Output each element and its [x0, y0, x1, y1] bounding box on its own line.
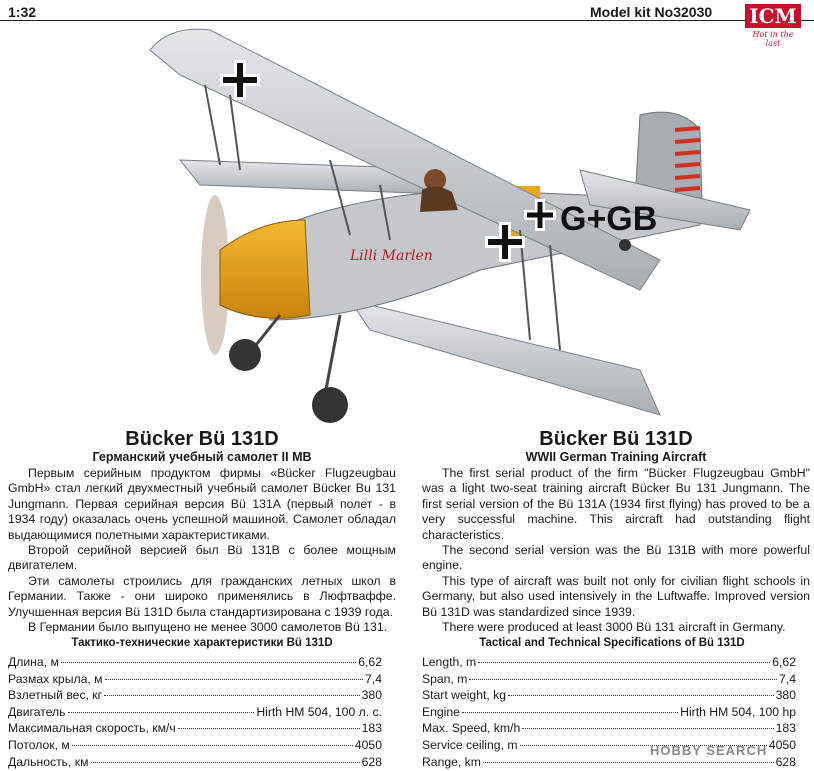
left-wheel [229, 339, 261, 371]
spec-value: 7,4 [365, 671, 382, 686]
tail-wheel [619, 239, 631, 251]
spec-key: Потолок, м [8, 737, 70, 752]
spec-key: Двигатель [8, 704, 66, 719]
spec-key: Размах крыла, м [8, 671, 103, 686]
spec-value: 4050 [354, 737, 382, 752]
spec-row [422, 654, 796, 671]
lower-wing-right [350, 300, 660, 415]
spec-row [8, 737, 382, 754]
spec-value: 380 [361, 688, 382, 703]
spec-value: 4050 [768, 737, 796, 752]
spec-value: 7,4 [779, 671, 796, 686]
spec-row [422, 687, 796, 704]
paragraph: There were produced at least 3000 Bü 131 aircraft in Germany. [442, 620, 786, 635]
spec-value: Hirth HM 504, 100 л. с. [256, 704, 382, 719]
landing-gear [248, 315, 340, 395]
spec-value: 380 [775, 688, 796, 703]
spec-value: 183 [775, 721, 796, 736]
spec-value: 6,62 [772, 655, 796, 669]
spec-key: Дальность, км [8, 754, 89, 769]
spec-value: 183 [361, 721, 382, 736]
spec-value: Hirth HM 504, 100 hp [680, 704, 796, 719]
spec-row [8, 754, 382, 771]
paragraph: The second serial version was the Bü 131B with more powerful engine. [422, 543, 810, 573]
title-ru: Bücker Bü 131D [125, 428, 279, 450]
spec-row [422, 720, 796, 737]
spec-key: Взлетный вес, кг [8, 688, 103, 703]
spec-key: Engine [422, 704, 460, 719]
spec-row [8, 704, 382, 721]
paragraph: This type of aircraft was built not only for civilian flight schools in Germany, but also used intensively in the Luftwaffe. Improved version Bü 131D was standardized since 1939. [422, 573, 810, 619]
nose-art-text: Lilli Marlen [350, 248, 433, 264]
spec-value: 628 [775, 754, 796, 769]
paragraph: Эти самолеты строились для гражданских летных школ в Германии. Также - они широко применялись в Люфтваффе. Улучшенная версия Bü 131D была стандартизирована с 1939 года. [8, 573, 396, 619]
fuselage-code: G+GB [560, 200, 658, 238]
logo-brand: ICM [745, 4, 801, 28]
spec-title-en: Tactical and Technical Specifications of Bü 131D [479, 637, 745, 649]
paragraph: В Германии было выпущено не менее 3000 самолетов Bü 131. [28, 620, 388, 635]
spec-row [8, 720, 382, 737]
spec-row [8, 671, 382, 688]
spec-row [8, 654, 382, 671]
scale-label: 1:32 [8, 4, 37, 20]
english-description [422, 428, 810, 635]
spec-title-ru: Тактико-технические характеристики Bü 131D [71, 637, 333, 649]
right-wheel [312, 387, 348, 423]
title-en: Bücker Bü 131D [539, 428, 693, 450]
spec-value: 628 [361, 754, 382, 769]
aircraft-illustration [140, 20, 760, 430]
russian-description [8, 428, 396, 635]
spec-key: Длина, м [8, 655, 59, 669]
engine-cowling [220, 220, 310, 318]
logo-tagline: Hot in the last [752, 30, 794, 48]
spec-value: 6,62 [358, 655, 382, 669]
spec-row [422, 704, 796, 721]
spec-key: Максимальная скорость, км/ч [8, 721, 176, 736]
spec-table-ru [8, 654, 382, 770]
spec-row [8, 687, 382, 704]
subtitle-en: WWII German Training Aircraft [525, 450, 707, 464]
model-kit-number: Model kit No32030 [590, 4, 713, 20]
watermark: HOBBY SEARCH [650, 743, 768, 758]
paragraph: Второй серийной версией был Bü 131B с более мощным двигателем. [8, 543, 396, 573]
spec-key: Service ceiling, m [422, 737, 518, 752]
spec-key: Span, m [422, 671, 468, 686]
spec-row [422, 671, 796, 688]
spec-key: Max. Speed, km/h [422, 721, 521, 736]
paragraph: Первым серийным продуктом фирмы «Bücker Flugzeugbau GmbH» стал легкий двухместный учебный самолет Bücker Bu 131 Jungmann. Первая серийная версия Bü 131A (первый полет - в 1934 году) оказалась очень успешной машиной. Самолет обладал выдающимися полетными характеристиками. [8, 466, 396, 542]
subtitle-ru: Германский учебный самолет II МВ [92, 450, 312, 464]
spec-key: Start weight, kg [422, 688, 506, 703]
spec-key: Range, km [422, 754, 481, 769]
paragraph: The first serial product of the firm "Bücker Flugzeugbau GmbH" was a light two-seat training aircraft Bücker Bu 131 Jungmann. The first serial version of the Bü 131A (1934 first flying) has proved to be a very successful machine. This aircraft had outstanding flight characteristics. [422, 466, 810, 542]
spec-key: Length, m [422, 655, 477, 669]
